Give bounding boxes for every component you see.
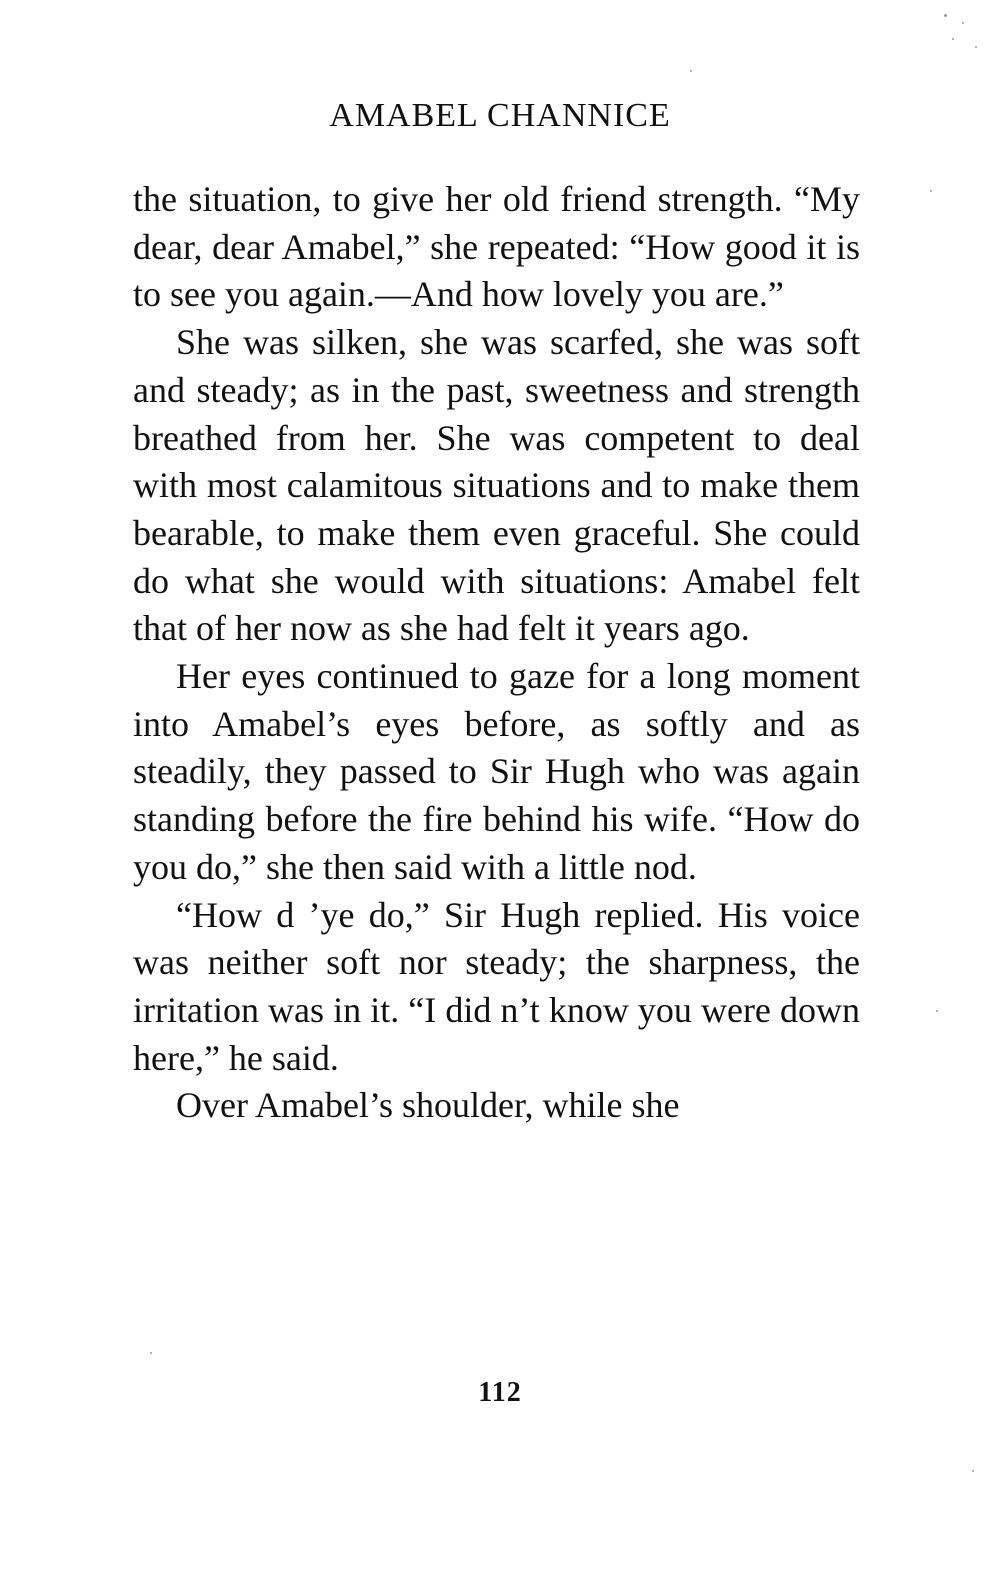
- scan-speck: [944, 14, 947, 17]
- paragraph-last: Over Amabel’s shoulder, while she: [176, 1085, 680, 1126]
- scan-speck: [962, 22, 964, 24]
- scan-speck: [150, 1352, 152, 1354]
- running-head: AMABEL CHANNICE: [329, 97, 671, 134]
- scan-speck: [975, 46, 977, 48]
- body-text: [133, 176, 860, 1130]
- scan-speck: [690, 70, 692, 72]
- paragraph: She was silken, she was scarfed, she was soft and steady; as in the past, sweetness and strength breathed from her. She was competent to deal with most calamitous situations and to make them bearable, to make them even graceful. She could do what she would with situations: Amabel felt that of her now as she had felt it years ago.: [133, 322, 860, 649]
- scan-speck: [936, 1010, 938, 1012]
- paragraph-continued: the situation, to give her old friend strength. “My dear, dear Amabel,” she repeated: “How good it is to see you again.—And how lovely you are.”: [133, 179, 860, 315]
- scan-speck: [972, 1470, 974, 1472]
- scan-speck: [952, 38, 954, 40]
- scan-speck: [930, 190, 932, 192]
- paragraph: Her eyes continued to gaze for a long moment into Amabel’s eyes before, as softly and as steadily, they passed to Sir Hugh who was again standing before the fire behind his wife. “How do you do,” she then said with a little nod.: [133, 656, 860, 887]
- page-number: 112: [478, 1377, 522, 1408]
- paragraph: “How d ’ye do,” Sir Hugh replied. His voice was neither soft nor steady; the sharpness, the irritation was in it. “I did n’t know you were down here,” he said.: [133, 894, 860, 1078]
